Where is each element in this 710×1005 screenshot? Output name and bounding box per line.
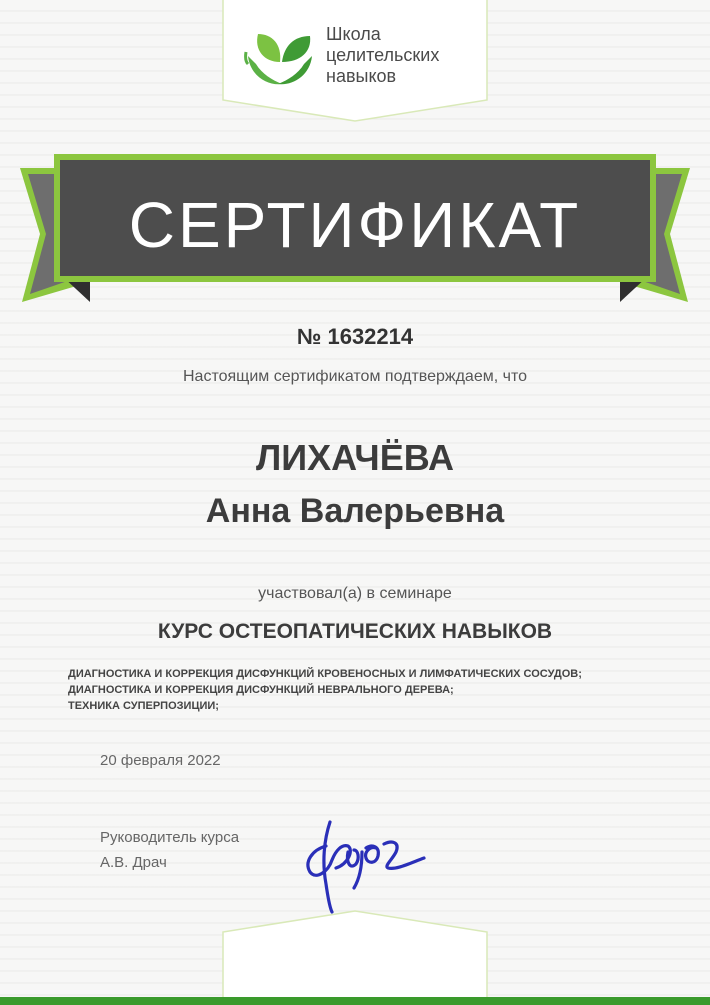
issue-date: 20 февраля 2022: [100, 752, 221, 769]
course-title: КУРС ОСТЕОПАТИЧЕСКИХ НАВЫКОВ: [157, 620, 553, 643]
school-logo-text: [326, 24, 486, 87]
signer-role: Руководитель курса: [100, 829, 240, 846]
participation-text: участвовал(а) в семинаре: [258, 585, 452, 602]
course-topics: [68, 666, 668, 714]
recipient-surname: ЛИХАЧЁВА: [256, 437, 454, 478]
bottom-accent-bar: [0, 997, 710, 1005]
logo-line-1: Школа: [326, 24, 381, 44]
handwritten-signature: [296, 812, 434, 916]
bottom-tab: [222, 910, 488, 1005]
leaf-hands-logo-icon: [244, 22, 316, 90]
confirmation-text: Настоящим сертификатом подтверждаем, что: [182, 368, 527, 385]
topic-item: ДИАГНОСТИКА И КОРРЕКЦИЯ ДИСФУНКЦИЙ НЕВРАЛЬНОГО ДЕРЕВА;: [68, 684, 454, 696]
certificate-number: № 1632214: [296, 324, 414, 349]
recipient-given-names: Анна Валерьевна: [205, 492, 505, 530]
banner-title: СЕРТИФИКАТ: [128, 189, 582, 261]
logo-line-2: целительских: [326, 45, 440, 65]
logo-line-3: навыков: [326, 66, 397, 86]
signer-name: А.В. Драч: [100, 854, 167, 871]
topic-item: ДИАГНОСТИКА И КОРРЕКЦИЯ ДИСФУНКЦИЙ КРОВЕНОСНЫХ И ЛИМФАТИЧЕСКИХ СОСУДОВ;: [68, 668, 582, 680]
topic-item: ТЕХНИКА СУПЕРПОЗИЦИИ;: [68, 700, 219, 712]
